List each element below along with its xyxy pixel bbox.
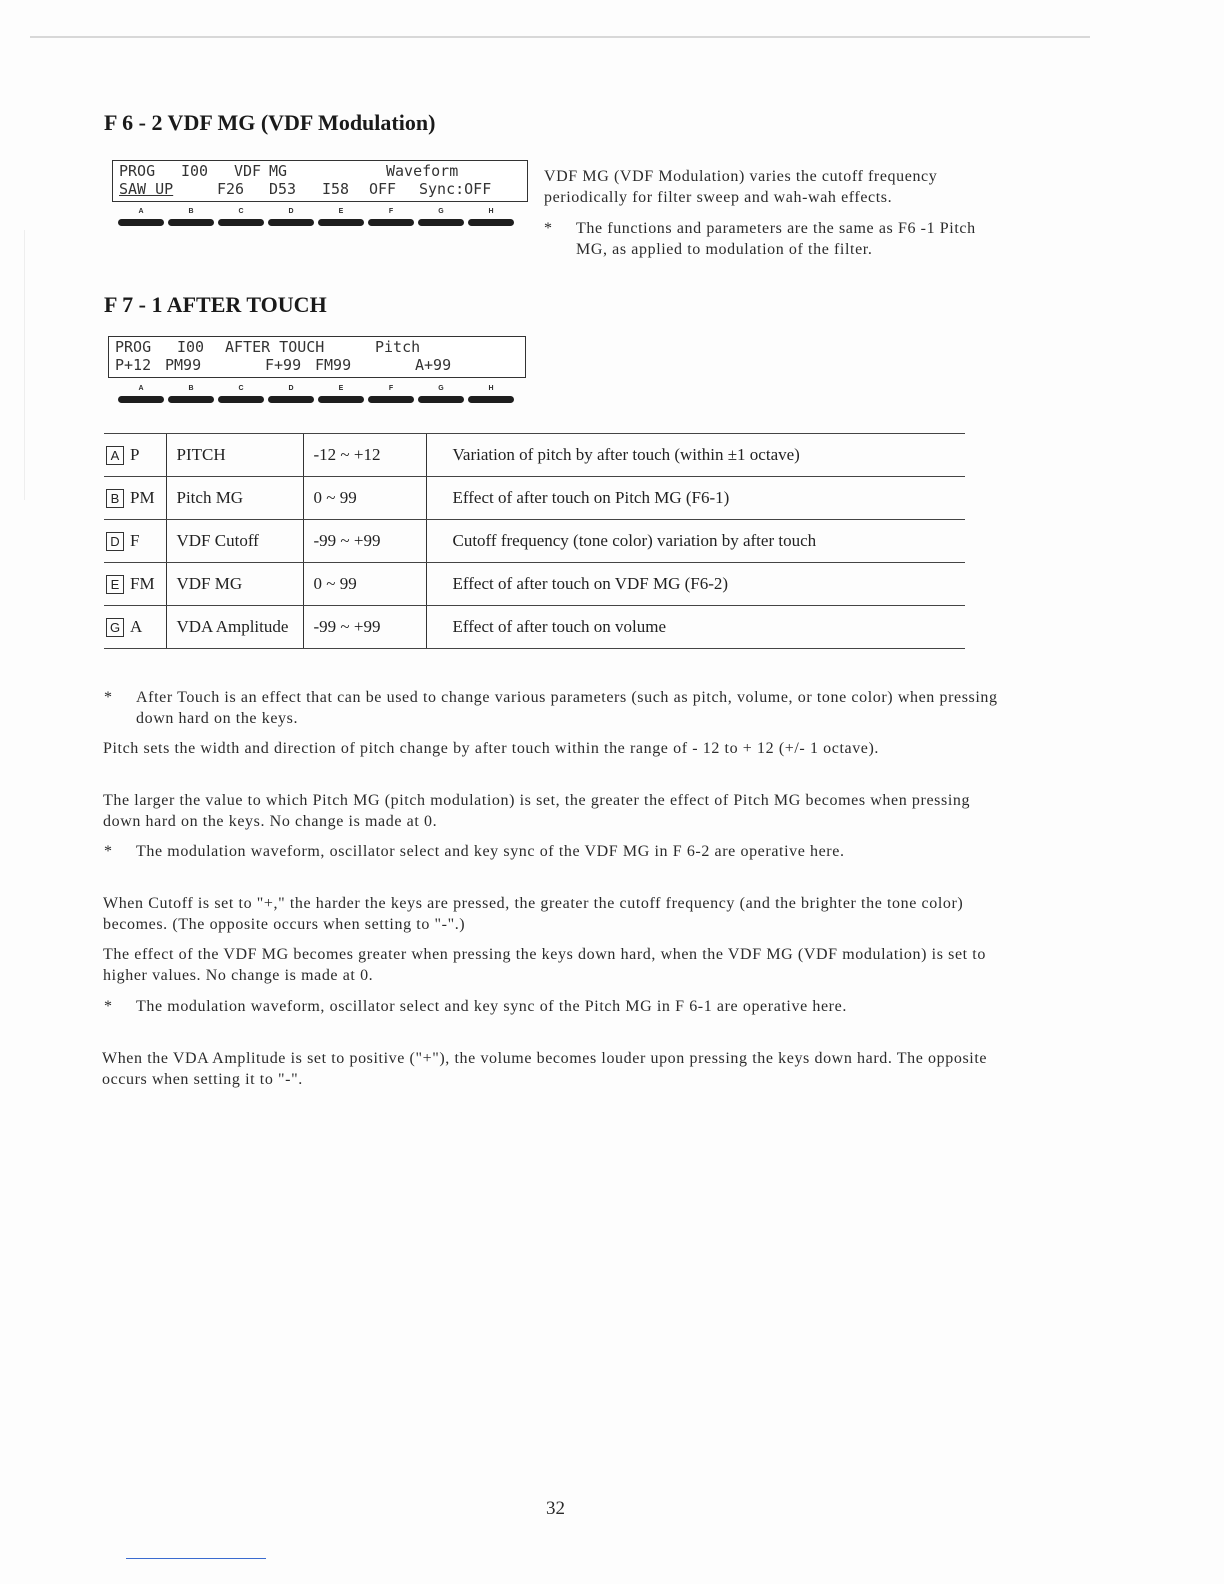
- body-text: After Touch is an effect that can be used to change various parameters (such as pitch, volume, or tone color) when pressing down hard on the keys.: [136, 689, 998, 727]
- param-abbr: A: [130, 616, 143, 636]
- key-label: C: [238, 385, 244, 392]
- page-left-edge: [24, 230, 25, 500]
- lcd-line-1: [115, 338, 519, 356]
- page-number: 32: [546, 1498, 565, 1519]
- key-bar: [268, 219, 314, 226]
- soft-key-h[interactable]: [468, 383, 514, 403]
- table-row: [104, 477, 965, 520]
- soft-key-c[interactable]: [218, 383, 264, 403]
- param-abbr: PM: [130, 487, 155, 507]
- key-bar: [218, 396, 264, 403]
- note-asterisk: *: [544, 220, 553, 237]
- key-label: A: [138, 385, 144, 392]
- key-bar: [118, 396, 164, 403]
- param-key-cell: [104, 563, 166, 606]
- param-key-cell: [104, 520, 166, 563]
- key-bar: [368, 396, 414, 403]
- param-description: Effect of after touch on volume: [426, 606, 965, 649]
- key-bar: [168, 219, 214, 226]
- key-label: C: [238, 208, 244, 215]
- body-paragraph-3: The larger the value to which Pitch MG (pitch modulation) is set, the greater the effect of Pitch MG becomes when pressing down hard on the keys. No change is made at 0.: [103, 792, 971, 830]
- body-text: The modulation waveform, oscillator select and key sync of the Pitch MG in F 6-1 are operative here.: [136, 998, 847, 1015]
- lcd-text: PROG: [119, 162, 156, 180]
- body-paragraph-5: When Cutoff is set to "+," the harder the keys are pressed, the greater the cutoff frequency (and the brighter the tone color) becomes. (The opposite occurs when setting to "-".): [103, 895, 964, 933]
- lcd-text: D53: [269, 180, 297, 198]
- key-bar: [468, 396, 514, 403]
- key-bar: [218, 219, 264, 226]
- soft-key-b[interactable]: [168, 206, 214, 226]
- lcd-line-2: [119, 180, 521, 198]
- key-label: A: [138, 208, 144, 215]
- soft-key-f[interactable]: [368, 206, 414, 226]
- key-label: G: [438, 208, 444, 215]
- table-row: [104, 606, 965, 649]
- lcd-text: AFTER TOUCH: [225, 338, 325, 356]
- body-text: The modulation waveform, oscillator select and key sync of the VDF MG in F 6-2 are operative here.: [136, 843, 845, 860]
- after-touch-parameter-table: [104, 433, 965, 649]
- lcd-text: PM99: [165, 356, 202, 374]
- soft-key-b[interactable]: [168, 383, 214, 403]
- key-label: G: [438, 385, 444, 392]
- param-description: Cutoff frequency (tone color) variation by after touch: [426, 520, 965, 563]
- key-bar: [168, 396, 214, 403]
- note-asterisk: *: [104, 689, 113, 706]
- lcd-text: I00: [181, 162, 209, 180]
- soft-key-e[interactable]: [318, 206, 364, 226]
- key-box: E: [106, 575, 124, 594]
- param-abbr: FM: [130, 573, 155, 593]
- lcd-text: F26: [217, 180, 245, 198]
- vdf-mg-description: VDF MG (VDF Modulation) varies the cutoff frequency periodically for filter sweep and wah-wah effects.: [544, 168, 938, 206]
- lcd-text: P+12: [115, 356, 152, 374]
- lcd-text: FM99: [315, 356, 352, 374]
- lcd-text: MG: [269, 162, 288, 180]
- page-top-rule: [30, 36, 1090, 38]
- key-bar: [318, 219, 364, 226]
- bottom-rule: [126, 1558, 266, 1559]
- key-label: D: [288, 208, 294, 215]
- param-key-cell: [104, 606, 166, 649]
- soft-key-f[interactable]: [368, 383, 414, 403]
- key-label: E: [338, 208, 344, 215]
- lcd-text: F+99: [265, 356, 302, 374]
- soft-key-d[interactable]: [268, 383, 314, 403]
- param-range: -99 ~ +99: [303, 606, 426, 649]
- param-description: Variation of pitch by after touch (within ±1 octave): [426, 434, 965, 477]
- param-name: PITCH: [166, 434, 303, 477]
- key-label: H: [488, 208, 494, 215]
- section-title-after-touch: F 7 - 1 AFTER TOUCH: [104, 292, 327, 317]
- key-label: E: [338, 385, 344, 392]
- soft-key-d[interactable]: [268, 206, 314, 226]
- key-label: D: [288, 385, 294, 392]
- param-key-cell: [104, 477, 166, 520]
- table-row: [104, 520, 965, 563]
- note-asterisk: *: [104, 843, 113, 860]
- soft-key-c[interactable]: [218, 206, 264, 226]
- body-paragraph-6: The effect of the VDF MG becomes greater when pressing the keys down hard, when the VDF MG (VDF modulation) is set to higher values. No change is made at 0.: [103, 946, 986, 984]
- param-name: Pitch MG: [166, 477, 303, 520]
- key-box: B: [106, 489, 124, 508]
- body-paragraph-7: [104, 996, 999, 1017]
- lcd-text: SAW UP: [119, 180, 174, 198]
- key-bar: [418, 219, 464, 226]
- lcd-text: I00: [177, 338, 205, 356]
- soft-key-g[interactable]: [418, 383, 464, 403]
- body-paragraph-8: When the VDA Amplitude is set to positive ("+"), the volume becomes louder upon pressing the keys down hard. The opposite occurs when setting it to "-".: [102, 1050, 988, 1088]
- table-row: [104, 434, 965, 477]
- lcd-display-vdf-mg: [112, 160, 528, 202]
- lcd-text: OFF: [369, 180, 397, 198]
- note-asterisk: *: [104, 998, 113, 1015]
- param-abbr: P: [130, 444, 140, 464]
- param-description: Effect of after touch on Pitch MG (F6-1): [426, 477, 965, 520]
- key-box: A: [106, 446, 124, 465]
- lcd-text: I58: [322, 180, 350, 198]
- param-name: VDF MG: [166, 563, 303, 606]
- key-bar: [418, 396, 464, 403]
- param-range: 0 ~ 99: [303, 563, 426, 606]
- param-range: -99 ~ +99: [303, 520, 426, 563]
- lcd-line-1: [119, 162, 521, 180]
- section-title-vdf-mg: F 6 - 2 VDF MG (VDF Modulation): [104, 110, 436, 135]
- soft-key-g[interactable]: [418, 206, 464, 226]
- lcd-text: Pitch: [375, 338, 421, 356]
- key-bar: [368, 219, 414, 226]
- key-label: H: [488, 385, 494, 392]
- soft-key-h[interactable]: [468, 206, 514, 226]
- key-label: F: [388, 208, 394, 215]
- key-bar: [468, 219, 514, 226]
- lcd-text: A+99: [415, 356, 452, 374]
- key-bar: [268, 396, 314, 403]
- soft-keys-row: [118, 206, 518, 238]
- note-text: The functions and parameters are the same as F6 -1 Pitch MG, as applied to modulation of the filter.: [576, 220, 976, 258]
- param-name: VDA Amplitude: [166, 606, 303, 649]
- soft-key-a[interactable]: [118, 206, 164, 226]
- param-abbr: F: [130, 530, 140, 550]
- key-bar: [318, 396, 364, 403]
- lcd-display-after-touch: [108, 336, 526, 378]
- table-row: [104, 563, 965, 606]
- param-range: -12 ~ +12: [303, 434, 426, 477]
- param-description: Effect of after touch on VDF MG (F6-2): [426, 563, 965, 606]
- key-bar: [118, 219, 164, 226]
- param-key-cell: [104, 434, 166, 477]
- key-box: D: [106, 532, 124, 551]
- key-label: B: [188, 385, 194, 392]
- soft-keys-row: [118, 383, 518, 415]
- key-label: F: [388, 385, 394, 392]
- lcd-text: Waveform: [386, 162, 459, 180]
- key-box: G: [106, 618, 124, 637]
- body-paragraph-2: Pitch sets the width and direction of pitch change by after touch within the range of - 12 to + 12 (+/- 1 octave).: [103, 740, 880, 757]
- body-paragraph-1: [104, 687, 999, 729]
- lcd-line-2: [115, 356, 519, 374]
- key-label: B: [188, 208, 194, 215]
- lcd-text: VDF: [234, 162, 262, 180]
- param-range: 0 ~ 99: [303, 477, 426, 520]
- lcd-text: Sync:OFF: [419, 180, 492, 198]
- vdf-mg-note: [544, 218, 1010, 260]
- soft-key-a[interactable]: [118, 383, 164, 403]
- lcd-text: PROG: [115, 338, 152, 356]
- param-name: VDF Cutoff: [166, 520, 303, 563]
- body-paragraph-4: [104, 841, 999, 862]
- soft-key-e[interactable]: [318, 383, 364, 403]
